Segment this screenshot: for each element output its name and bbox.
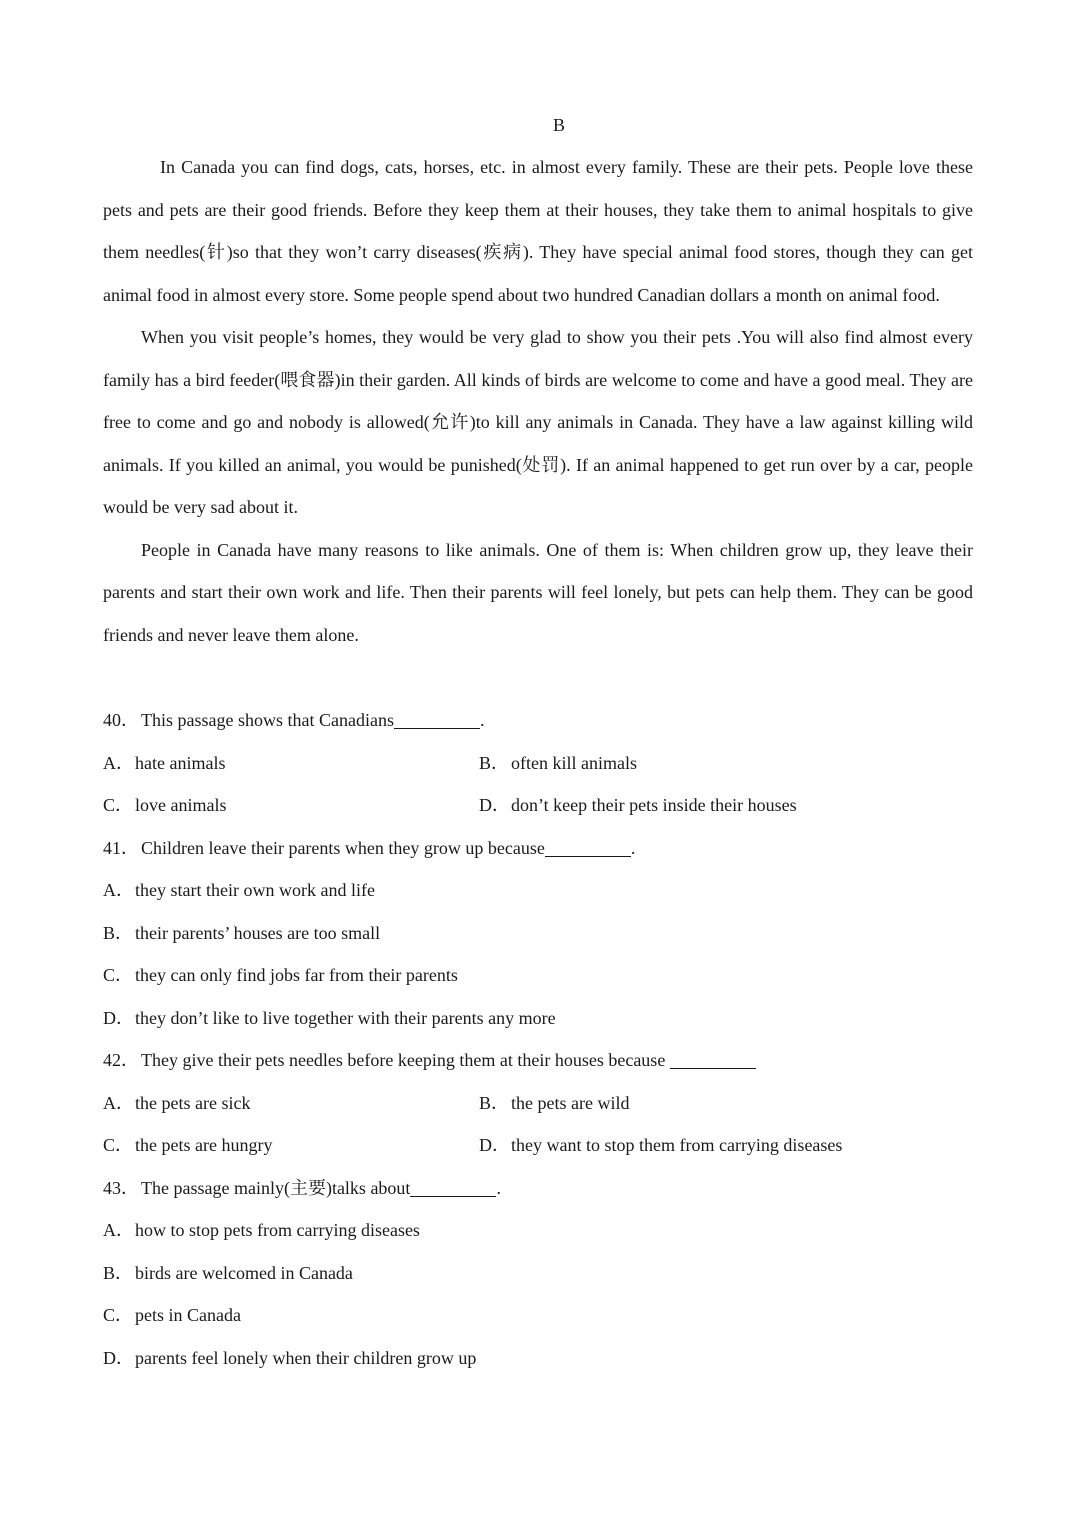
option-a[interactable]: A．they start their own work and life xyxy=(103,880,375,900)
passage-paragraph-2: When you visit people’s homes, they would be very glad to show you their pets .You will also find almost every family has a bird feeder(喂食器)in their garden. All kinds of birds are welcome to come and have a good meal. They are free to come and go and nobody is allowed(允许)to kill any animals in Canada. They have a law against killing wild animals. If you killed an animal, you would be punished(处罚). If an animal happened to get run over by a car, people would be very sad about it. xyxy=(103,327,973,517)
option-d[interactable]: D．don’t keep their pets inside their houses xyxy=(479,795,797,815)
passage-paragraph-3: People in Canada have many reasons to like animals. One of them is: When children grow up, they leave their parents and start their own work and life. Then their parents will feel lonely, but pets can help them. They can be good friends and never leave them alone. xyxy=(103,539,973,645)
option-d[interactable]: D．they don’t like to live together with their parents any more xyxy=(103,1007,556,1028)
question-42-options-row-1 xyxy=(103,1082,973,1125)
option-a[interactable]: A．hate animals xyxy=(103,752,226,773)
option-a[interactable]: A．how to stop pets from carrying diseases xyxy=(103,1220,420,1240)
option-b[interactable]: B． birds are welcomed in Canada xyxy=(103,1262,353,1283)
option-c[interactable]: C． the pets are hungry xyxy=(103,1135,273,1155)
option-b[interactable]: B． their parents’ houses are too small xyxy=(103,922,381,943)
section-label: B xyxy=(552,115,565,135)
question-43-stem: 43． The passage mainly(主要)talks about . xyxy=(103,1167,973,1210)
option-b[interactable]: B． the pets are wild xyxy=(479,1092,630,1113)
answer-blank[interactable] xyxy=(670,1067,756,1069)
passage-paragraph-1: In Canada you can find dogs, cats, horses, etc. in almost every family. These are their pets. People love these pets and pets are their good friends. Before they keep them at their houses, they take them to animal hospitals to give them needles(针)so that they won’t carry diseases(疾病). They have special animal food stores, though they can get animal food in almost every store. Some people spend about two hundred Canadian dollars a month on animal food. xyxy=(103,157,973,305)
option-d[interactable]: D．parents feel lonely when their children grow up xyxy=(103,1347,477,1368)
question-40-stem: 40． This passage shows that Canadians . xyxy=(103,699,973,742)
answer-blank[interactable] xyxy=(545,855,631,857)
option-c[interactable]: C． they can only find jobs far from their parents xyxy=(103,965,458,985)
answer-blank[interactable] xyxy=(410,1195,496,1197)
question-list xyxy=(103,699,973,1379)
option-c[interactable]: C． love animals xyxy=(103,795,227,815)
option-c[interactable]: C． pets in Canada xyxy=(103,1305,241,1325)
option-d[interactable]: D．they want to stop them from carrying diseases xyxy=(479,1135,843,1155)
question-number: 41． xyxy=(103,837,139,858)
option-a[interactable]: A．the pets are sick xyxy=(103,1092,251,1113)
question-40-options-row-1 xyxy=(103,742,973,785)
answer-blank[interactable] xyxy=(394,727,480,729)
question-text: The passage mainly(主要)talks about xyxy=(141,1177,411,1198)
question-41-stem: 41． Children leave their parents when they grow up because . xyxy=(103,827,973,870)
question-42-stem xyxy=(103,1039,973,1082)
question-number: 42． xyxy=(103,1050,139,1070)
question-42-options-row-2 xyxy=(103,1124,973,1167)
question-text: Children leave their parents when they grow up because xyxy=(141,837,545,858)
question-number: 40． xyxy=(103,710,139,730)
question-text: This passage shows that Canadians xyxy=(141,710,394,730)
question-40-options-row-2 xyxy=(103,784,973,827)
option-b[interactable]: B． often kill animals xyxy=(479,752,637,773)
question-text: They give their pets needles before keeping them at their houses because xyxy=(141,1050,666,1070)
reading-passage xyxy=(103,146,973,656)
question-number: 43． xyxy=(103,1177,139,1198)
